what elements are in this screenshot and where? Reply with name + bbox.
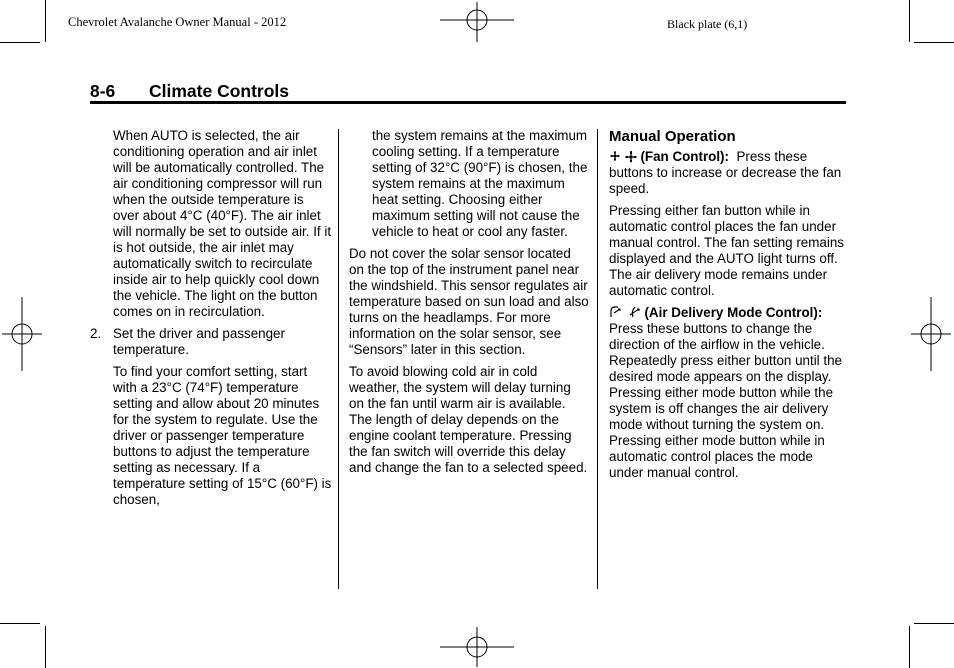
paragraph: When AUTO is selected, the air conditioning operation and air inlet will be automatically controlled. The air conditioning compressor will run when the outside temperature is over about 4°C (40°F). The air inlet will normally be set to outside air. If it is hot outside, the air inlet may automatically switch to recirculate inside air to help quickly cool down the vehicle. The light on the button comes on in recirculation. xyxy=(113,128,332,319)
plate-label: Black plate (6,1) xyxy=(667,17,748,31)
fan-control-label: (Fan Control): xyxy=(640,149,729,164)
column-divider xyxy=(597,129,598,589)
registration-mark-icon xyxy=(440,2,514,42)
paragraph: To avoid blowing cold air in cold weather, the system will delay turning on the fan until warm air is available. The length of delay depends on the engine coolant temperature. Pressing the fan switch will override this delay and change the fan to a selected speed. xyxy=(349,364,588,475)
paragraph: To find your comfort setting, start with a 23°C (74°F) temperature setting and allow about 20 minutes for the system to regulate. Use the driver or passenger temperature buttons to adjust the temperature setting as necessary. If a temperature setting of 15°C (60°F) is chosen, xyxy=(113,364,332,507)
registration-mark-icon xyxy=(911,297,951,371)
column-divider xyxy=(338,129,339,589)
paragraph: Pressing either fan button while in automatic control places the fan under manual control. The fan setting remains displayed and the AUTO light turns off. The air delivery mode remains under automatic control. xyxy=(609,203,844,298)
section-title: Climate Controls xyxy=(149,81,290,101)
mode-control-label: (Air Delivery Mode Control): xyxy=(644,305,823,320)
paragraph: the system remains at the maximum cooling setting. If a temperature setting of 32°C (90°F) is chosen, the system remains at the maximum heat setting. Choosing either maximum setting will not cause the vehicle to heat or cool any faster. xyxy=(372,128,588,239)
air-mode-left-icon xyxy=(609,305,623,319)
column-3 xyxy=(609,128,849,487)
registration-mark-icon xyxy=(440,627,514,667)
mode-control-paragraph xyxy=(609,305,849,481)
list-item xyxy=(90,326,333,358)
fan-control-paragraph xyxy=(609,149,849,197)
column-2 xyxy=(349,128,589,482)
fan-up-icon xyxy=(625,149,637,163)
registration-mark-icon xyxy=(2,297,42,371)
section-number: 8-6 xyxy=(90,81,116,101)
paragraph: Do not cover the solar sensor located on the top of the instrument panel near the windshield. This sensor regulates air temperature based on sun load and also turns on the headlamps. For more information on the solar sensor, see “Sensors” later in this section. xyxy=(349,246,589,357)
manual-title: Chevrolet Avalanche Owner Manual - 2012 xyxy=(68,15,287,29)
air-mode-right-icon xyxy=(627,305,641,319)
list-number: 2. xyxy=(90,326,102,341)
fan-down-icon xyxy=(609,149,621,163)
section-rule xyxy=(90,101,846,104)
column-1 xyxy=(90,128,333,514)
fan-control-text: Press these buttons to increase or decrease the fan speed. xyxy=(609,149,842,196)
subheading: Manual Operation xyxy=(609,128,736,145)
mode-control-text: Press these buttons to change the direction of the airflow in the vehicle. Repeatedly press either button until the desired mode appears on the display. Pressing either mode button while the system is off changes the air delivery mode without turning the system on. Pressing either mode button while in automatic control places the mode under manual control. xyxy=(609,321,842,480)
list-text: Set the driver and passenger temperature. xyxy=(113,326,285,357)
